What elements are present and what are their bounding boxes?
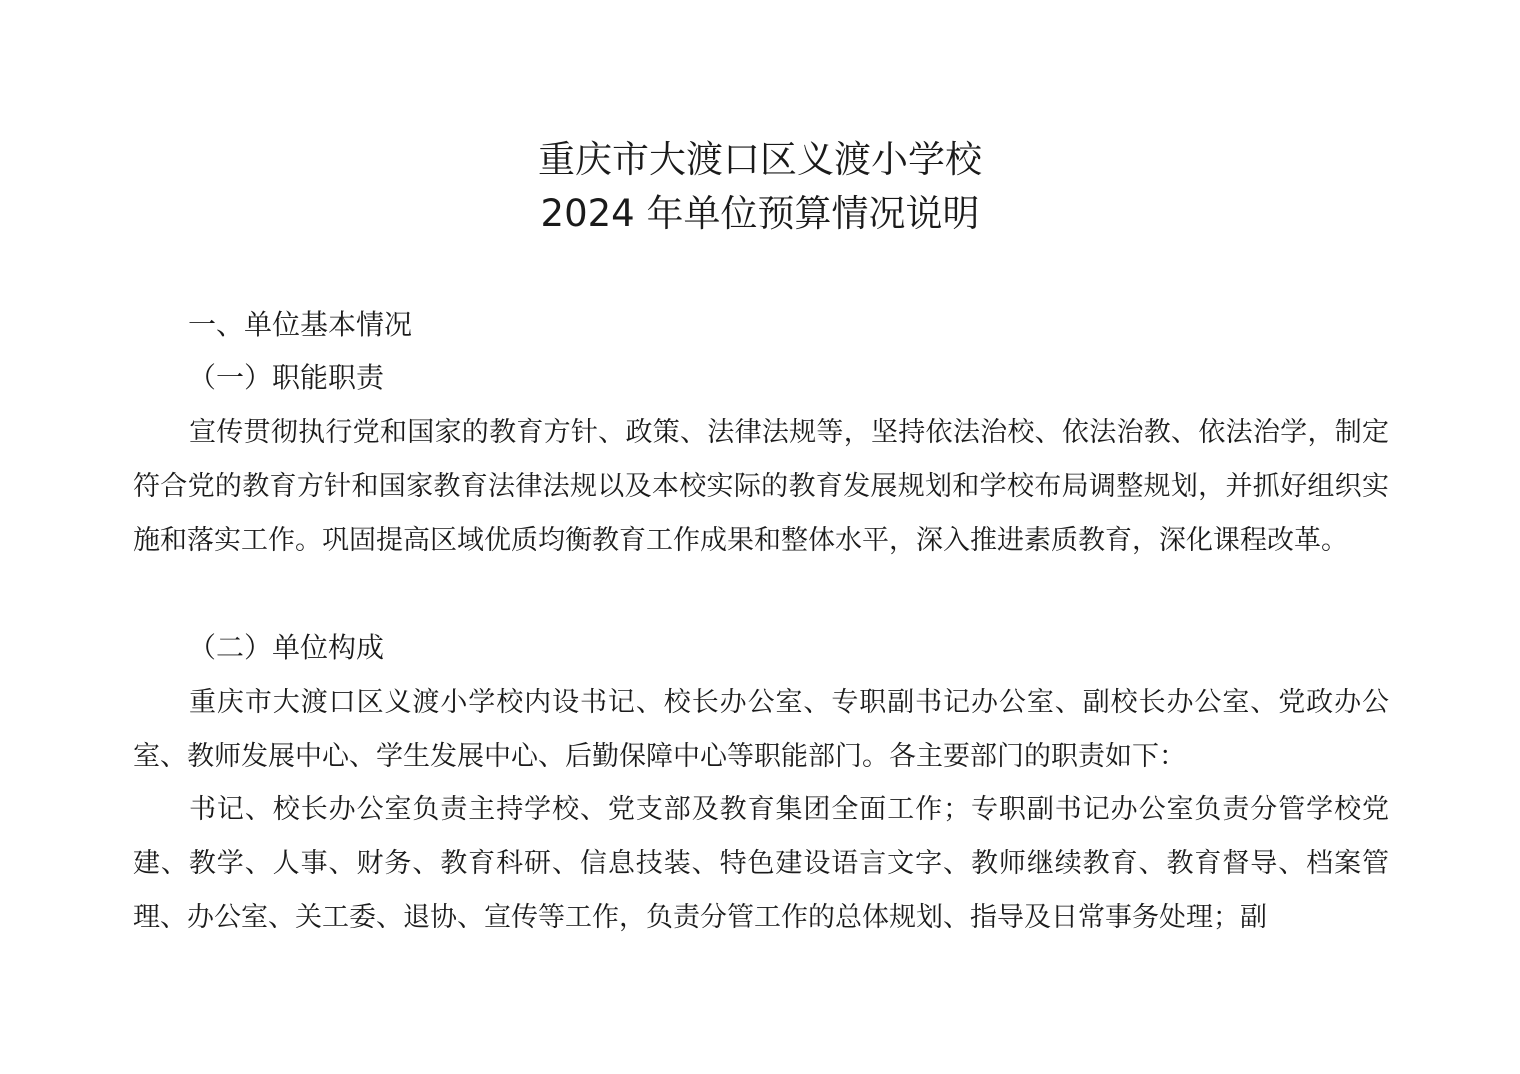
section1-heading: 一、单位基本情况	[188, 308, 413, 341]
document-title-line2: 2024 年单位预算情况说明	[540, 192, 980, 235]
sub1-heading: （一）职能职责	[188, 361, 385, 394]
sub1-paragraph: 宣传贯彻执行党和国家的教育方针、政策、法律法规等，坚持依法治校、依法治教、依法治学，制定符合党的教育方针和国家教育法律法规以及本校实际的教育发展规划和学校布局调整规划，并抓好组织实施和落实工作。巩固提高区域优质均衡教育工作成果和整体水平，深入推进素质教育，深化课程改革。	[133, 417, 1389, 556]
sub2-paragraph2: 书记、校长办公室负责主持学校、党支部及教育集团全面工作；专职副书记办公室负责分管学校党建、教学、人事、财务、教育科研、信息技装、特色建设语言文字、教师继续教育、教育督导、档案管理、办公室、关工委、退协、宣传等工作，负责分管工作的总体规划、指导及日常事务处理；副	[133, 794, 1389, 933]
sub2-heading: （二）单位构成	[188, 631, 385, 664]
sub2-paragraph1: 重庆市大渡口区义渡小学校内设书记、校长办公室、专职副书记办公室、副校长办公室、党政办公室、教师发展中心、学生发展中心、后勤保障中心等职能部门。各主要部门的职责如下：	[133, 687, 1389, 772]
document-title-line1: 重庆市大渡口区义渡小学校	[538, 138, 982, 181]
